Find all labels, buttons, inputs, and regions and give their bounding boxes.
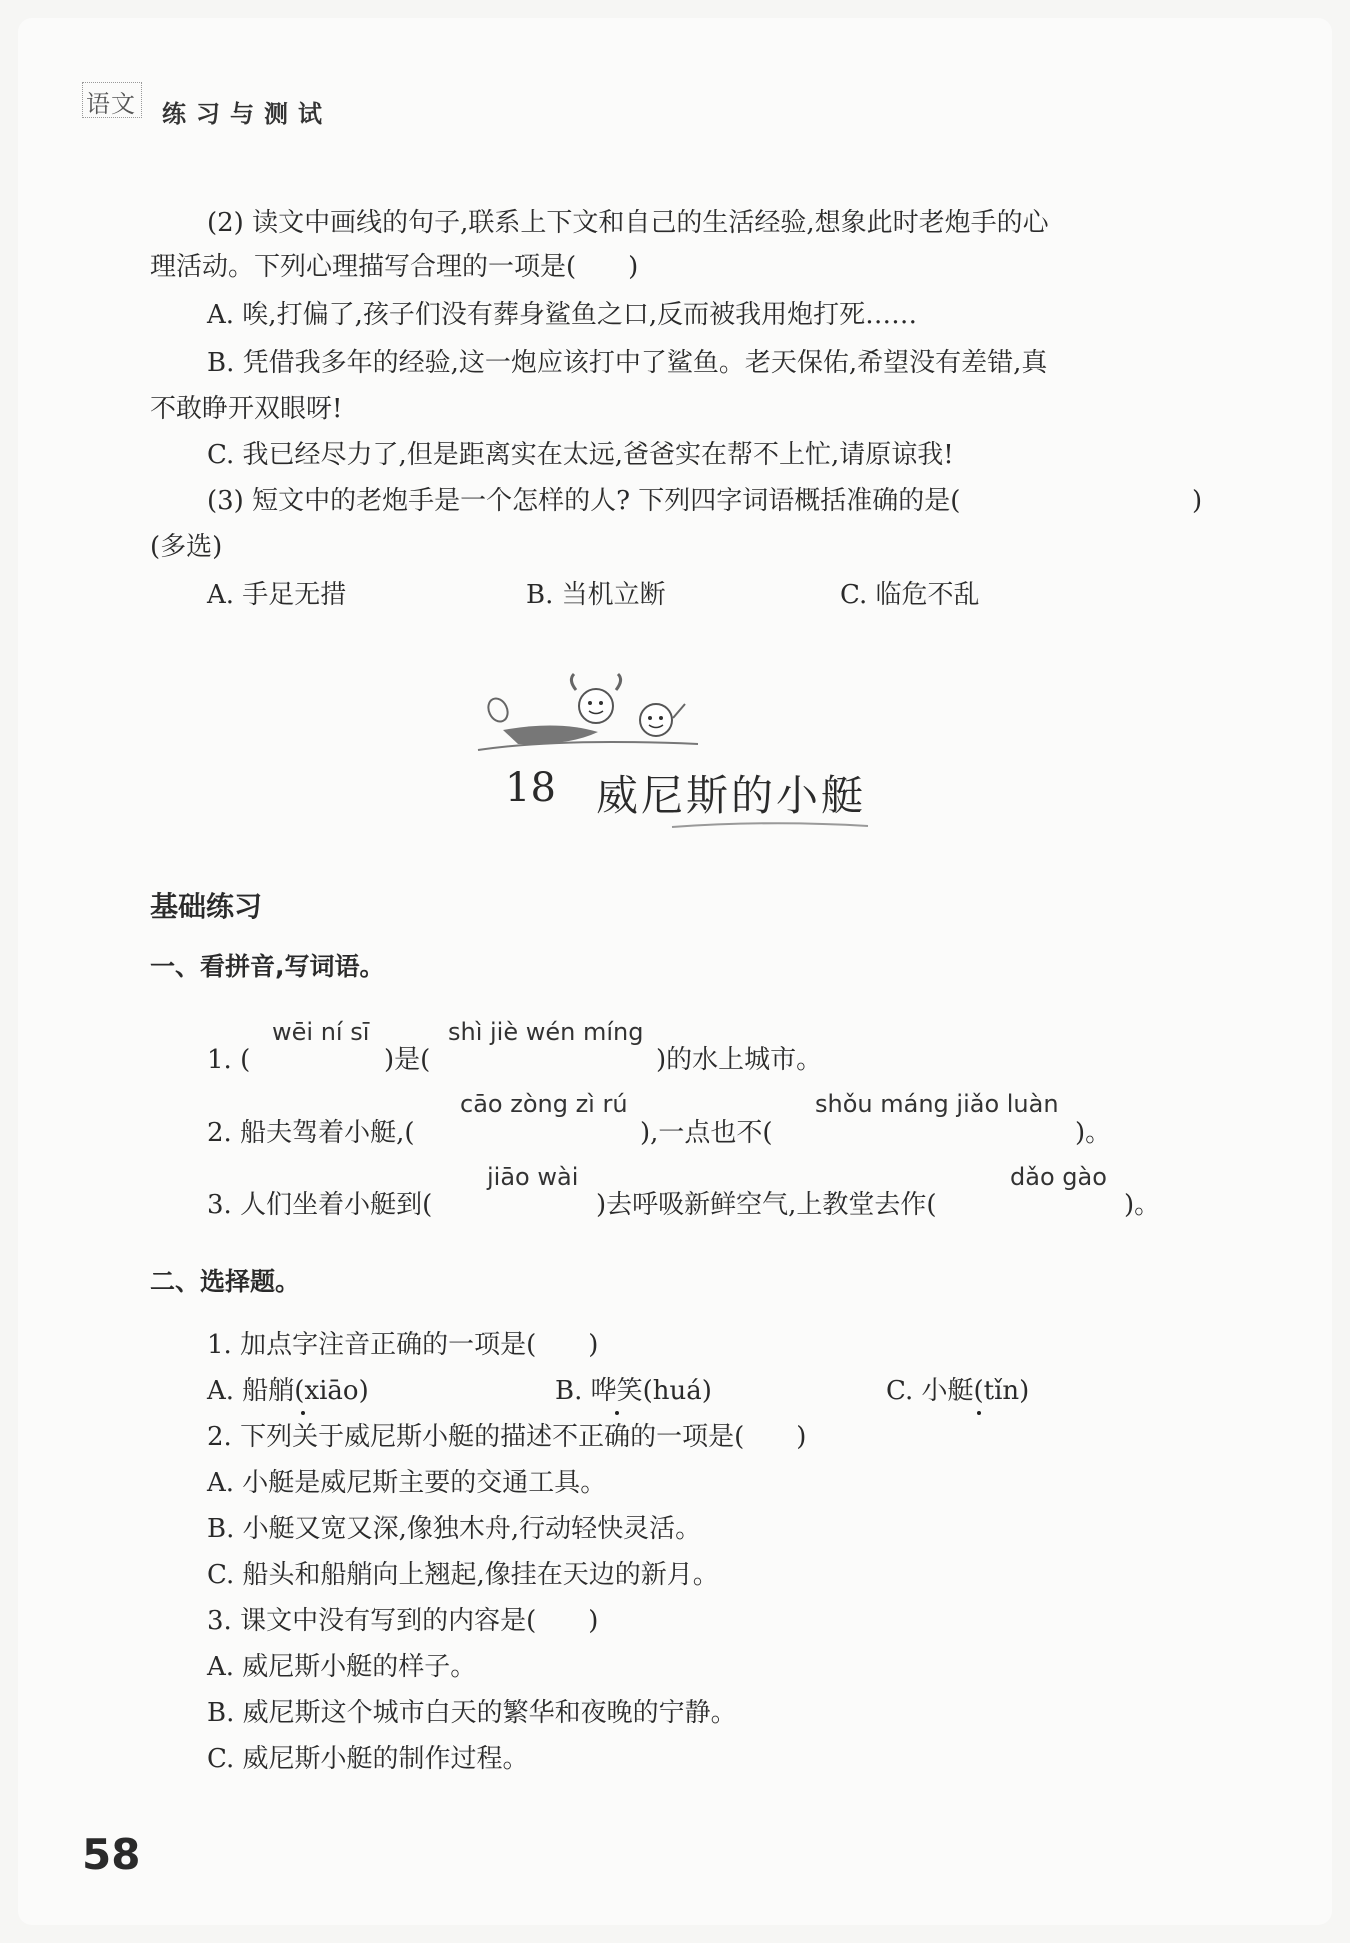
- part1-q3-end: )。: [1124, 1190, 1161, 1220]
- title-underline: [670, 818, 870, 832]
- prev-q2-line2: 理活动。下列心理描写合理的一项是( ): [150, 252, 639, 282]
- section-basic-practice: 基础练习: [150, 890, 263, 923]
- prev-q2-option-b-line2: 不敢睁开双眼呀!: [150, 394, 343, 424]
- page-number: 58: [82, 1830, 141, 1879]
- prev-q3-line2: (多选): [150, 532, 223, 562]
- part1-q1-end: )的水上城市。: [656, 1045, 823, 1075]
- prev-q3-close: ): [1192, 486, 1203, 516]
- emphasis-dot: [301, 1411, 305, 1415]
- part1-q1-pinyin2: shì jiè wén míng: [448, 1018, 644, 1046]
- part2-q3: 3. 课文中没有写到的内容是( ): [207, 1606, 599, 1636]
- prev-q3-option-b: B. 当机立断: [526, 580, 666, 610]
- part2-heading: 二、选择题。: [150, 1267, 301, 1296]
- children-illustration: [468, 668, 708, 760]
- part1-q2-start: 2. 船夫驾着小艇,(: [207, 1118, 415, 1148]
- lesson-number: 18: [505, 765, 556, 811]
- part1-q3-mid: )去呼吸新鲜空气,上教堂去作(: [596, 1190, 937, 1220]
- part1-q2-pinyin2: shǒu máng jiǎo luàn: [815, 1090, 1059, 1118]
- emphasis-dot: [977, 1411, 981, 1415]
- prev-q3-option-c: C. 临危不乱: [840, 580, 980, 610]
- part2-q1: 1. 加点字注音正确的一项是( ): [207, 1330, 599, 1360]
- part2-q1-option-a: A. 船艄(xiāo): [207, 1376, 369, 1406]
- prev-q2-line1: (2) 读文中画线的句子,联系上下文和自己的生活经验,想象此时老炮手的心: [207, 208, 1049, 238]
- part1-q1-pinyin1: wēi ní sī: [272, 1018, 370, 1046]
- part2-q3-option-c: C. 威尼斯小艇的制作过程。: [207, 1744, 529, 1774]
- part1-q1-start: 1. (: [207, 1045, 251, 1075]
- part2-q2-option-c: C. 船头和船艄向上翘起,像挂在天边的新月。: [207, 1560, 719, 1590]
- lesson-title: 威尼斯的小艇: [596, 771, 867, 820]
- part1-heading: 一、看拼音,写词语。: [150, 952, 385, 981]
- prev-q2-option-a: A. 唉,打偏了,孩子们没有葬身鲨鱼之口,反而被我用炮打死……: [207, 300, 918, 330]
- part2-q3-option-a: A. 威尼斯小艇的样子。: [207, 1652, 477, 1682]
- prev-q2-option-b-line1: B. 凭借我多年的经验,这一炮应该打中了鲨鱼。老天保佑,希望没有差错,真: [207, 348, 1048, 378]
- prev-q2-option-c: C. 我已经尽力了,但是距离实在太远,爸爸实在帮不上忙,请原谅我!: [207, 440, 954, 470]
- part1-q3-start: 3. 人们坐着小艇到(: [207, 1190, 433, 1220]
- part1-q2-end: )。: [1075, 1118, 1112, 1148]
- part2-q1-option-b: B. 哗笑(huá): [555, 1376, 712, 1406]
- part1-q3-pinyin2: dǎo gào: [1010, 1163, 1107, 1191]
- header-subject: 语文: [86, 90, 136, 118]
- prev-q3-line1: (3) 短文中的老炮手是一个怎样的人? 下列四字词语概括准确的是(: [207, 486, 961, 516]
- prev-q3-option-a: A. 手足无措: [207, 580, 347, 610]
- header-title: 练习与测试: [162, 99, 332, 128]
- part2-q2-option-a: A. 小艇是威尼斯主要的交通工具。: [207, 1468, 607, 1498]
- part2-q2: 2. 下列关于威尼斯小艇的描述不正确的一项是( ): [207, 1422, 807, 1452]
- part2-q1-option-c: C. 小艇(tǐn): [886, 1376, 1030, 1406]
- part1-q1-mid: )是(: [384, 1045, 431, 1075]
- emphasis-dot: [615, 1411, 619, 1415]
- part1-q2-pinyin1: cāo zòng zì rú: [460, 1090, 628, 1118]
- part2-q2-option-b: B. 小艇又宽又深,像独木舟,行动轻快灵活。: [207, 1514, 702, 1544]
- part1-q2-mid: ),一点也不(: [640, 1118, 773, 1148]
- part2-q3-option-b: B. 威尼斯这个城市白天的繁华和夜晚的宁静。: [207, 1698, 737, 1728]
- part1-q3-pinyin1: jiāo wài: [487, 1163, 579, 1191]
